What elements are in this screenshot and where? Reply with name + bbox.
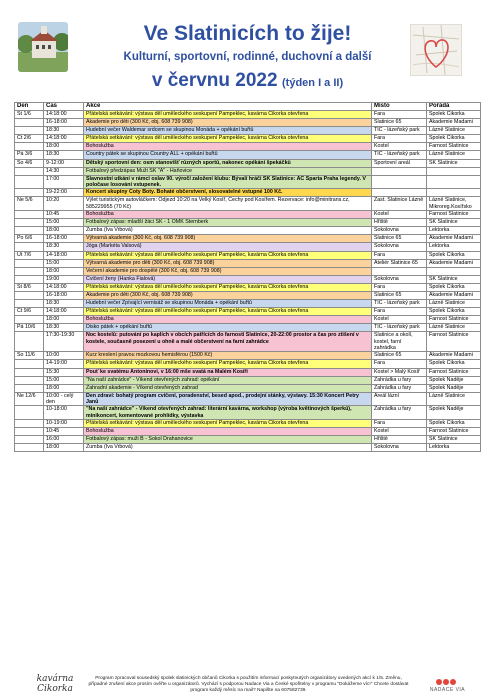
table-row [15,175,481,189]
table-row [15,283,481,291]
table-header-row [15,103,481,111]
event-cell: Zahradní akademie - Víkend otevřených zahrad [84,384,372,392]
table-row [15,243,481,251]
time-cell: 15:00 [44,259,84,267]
event-cell: Pouť ke svatému Antonínovi, v 16:00 mše svatá na Malém Kosíři [84,368,372,376]
organizer-cell: Akademie Madami [427,352,481,360]
map-heart-image [410,24,462,76]
time-cell: 15:00 [44,376,84,384]
table-row [15,189,481,197]
time-cell: 14:18:00 [44,283,84,291]
time-cell: 18:00 [44,143,84,151]
organizer-cell: Lektorka [427,243,481,251]
table-row [15,275,481,283]
schedule-body [15,111,481,452]
table-row [15,291,481,299]
table-row [15,159,481,167]
event-cell: Výtvarná akademie (300 Kč, obj. 608 739 908) [84,235,372,243]
footer [0,676,495,700]
place-cell: Kostel [372,428,427,436]
place-cell: Hřiště [372,436,427,444]
event-cell: Přátelská setkávání: výstava děl uměleckého seskupení Pampeklec, kavárna Cikorka otevřena [84,360,372,368]
organizer-cell [427,167,481,175]
table-row [15,167,481,175]
organizer-cell: Lektorka [427,444,481,452]
event-cell: Bohoslužba [84,143,372,151]
organizer-cell: Spolek Cikorka [427,419,481,427]
event-cell: Cvičení ženy (Hanka Fialová) [84,275,372,283]
time-cell: 17:00 [44,175,84,189]
day-cell [15,291,44,299]
table-row [15,324,481,332]
table-row [15,316,481,324]
organizer-cell: SK Slatinice [427,275,481,283]
organizer-cell: Akademie Madami [427,119,481,127]
place-cell: Slatinice 65 [372,291,427,299]
event-cell: Přátelská setkávání: výstava děl uměleckého seskupení Pampeklec, kavárna Cikorka otevřena [84,111,372,119]
place-cell: Zahrádka u fary [372,406,427,420]
event-cell: Přátelská setkávání: výstava děl uměleckého seskupení Pampeklec, kavárna Cikorka otevřena [84,308,372,316]
event-cell: "Na naší zahrádce" - Víkend otevřených zahrad: literární kavárna, workshop (výroba květinových šperků), minikoncert, komentované prohlídky, výstavka [84,406,372,420]
time-cell: 18:00 [44,384,84,392]
place-cell: Slatinice a okolí, kostel, farní zahrádka [372,332,427,352]
organizer-cell: Lázně Slatinice [427,392,481,406]
time-cell: 10:45 [44,428,84,436]
place-cell: Fara [372,360,427,368]
table-row [15,376,481,384]
table-row [15,197,481,211]
organizer-cell: SK Slatinice [427,219,481,227]
day-cell [15,300,44,308]
time-cell: 18:30 [44,243,84,251]
place-cell: Fara [372,419,427,427]
place-cell: TIC - lázeňský park [372,151,427,159]
day-cell: Pá 3/6 [15,151,44,159]
cikorka-logo: kavárna Cikorka [36,674,74,694]
day-cell: Pá 10/6 [15,324,44,332]
day-cell: Čt 2/6 [15,135,44,143]
time-cell: 10:20 [44,197,84,211]
day-cell [15,444,44,452]
time-cell: 16-18:00 [44,291,84,299]
place-cell: Slatinice 65 [372,352,427,360]
time-cell: 15:00 [44,219,84,227]
organizer-cell: Spolek Naděje [427,384,481,392]
table-row [15,151,481,159]
organizer-cell: Farnost Slatinice [427,428,481,436]
organizer-cell: Spolek Cikorka [427,135,481,143]
place-cell: Sokolovna [372,275,427,283]
event-cell: "Na naší zahrádce" - Víkend otevřených zahrad: opékání [84,376,372,384]
time-cell: 18:30 [44,151,84,159]
table-row [15,259,481,267]
organizer-cell: Spolek Naděje [427,376,481,384]
day-cell [15,368,44,376]
time-cell: 18:00 [44,227,84,235]
day-cell [15,428,44,436]
month-title: v červnu 2022 [151,70,278,91]
table-row [15,127,481,135]
place-cell: Fara [372,283,427,291]
day-cell [15,189,44,197]
col-header-event: Akce [84,103,372,111]
place-cell: Sportovní areál [372,159,427,167]
nadace-via-logo [420,677,475,693]
time-cell: 9-12:00 [44,159,84,167]
table-row [15,300,481,308]
footer-note: Program zpracoval sousedský spolek slatinických občanů Cikorka s použitím informací poskytnutých organizátory uvedených akcí k 1/5. Změnu, případné zrušení akce prosím ověřte u organizátorů. Vychází s podporou Nadace Via a České spořitelny v programu "Dokážeme víc!" Chcete dostávat program každý měsíc na mail? Napište na 607582739. [88,676,409,693]
place-cell: Fara [372,135,427,143]
place-cell: Fara [372,111,427,119]
organizer-cell: Lázně Slatinice [427,324,481,332]
weeks-label: (týden I a II) [282,77,344,89]
event-cell: Přátelská setkávání: výstava děl uměleckého seskupení Pampeklec, kavárna Cikorka otevřena [84,251,372,259]
time-cell: 14:30 [44,167,84,175]
organizer-cell: Farnost Slatinice [427,332,481,352]
day-cell [15,143,44,151]
place-cell: TIC - lázeňský park [372,324,427,332]
table-row [15,384,481,392]
place-cell: Slatinice 65 [372,235,427,243]
schedule-table [14,102,481,452]
table-row [15,428,481,436]
nadace-dots-icon [436,677,460,687]
time-cell: 15:30 [44,368,84,376]
organizer-cell [427,267,481,275]
table-row [15,143,481,151]
table-row [15,267,481,275]
organizer-cell: Spolek Cikorka [427,111,481,119]
time-cell: 10:00 - celý den [44,392,84,406]
time-cell: 10:00 [44,352,84,360]
time-cell: 16-18:00 [44,235,84,243]
day-cell [15,175,44,189]
table-row [15,352,481,360]
organizer-cell [427,189,481,197]
table-row [15,235,481,243]
organizer-cell: Farnost Slatinice [427,368,481,376]
event-cell: Fotbalový zápas: mladší žáci SK - 1 OMK Šternberk [84,219,372,227]
table-row [15,419,481,427]
event-cell: Bohoslužba [84,211,372,219]
table-row [15,211,481,219]
place-cell: Fara [372,308,427,316]
event-cell: Zumba (Iva Vrbová) [84,444,372,452]
event-cell: Akademie pro děti (300 Kč, obj. 608 739 908) [84,119,372,127]
day-cell [15,227,44,235]
place-cell: Ateliér Slatinice 65 [372,259,427,267]
day-cell [15,259,44,267]
time-cell: 10:45 [44,211,84,219]
time-cell: 18:00 [44,444,84,452]
time-cell: 16-18:00 [44,119,84,127]
event-cell: Bohoslužba [84,428,372,436]
table-row [15,406,481,420]
time-cell: 14-18:00 [44,251,84,259]
place-cell: Kostel [372,143,427,151]
organizer-cell: Lázně Slatinice, Mikroreg.Kosířsko [427,197,481,211]
event-cell: Výlet turistickým autovláčkem: Odjezd 10:20 na Velký Kosíř, Čechy pod Kosířem. Rezervace: info@minitrans.cz, 585229955 (70 Kč) [84,197,372,211]
event-cell: Fotbalový předzápas Muži SK "A" - Haňovice [84,167,372,175]
day-cell [15,419,44,427]
event-cell: Country pátek se skupinou Country ALL + opékání buřtů [84,151,372,159]
organizer-cell: Lázně Slatinice [427,127,481,135]
page-title: Ve Slatinicích to žije! [143,22,352,45]
table-row [15,219,481,227]
day-cell [15,360,44,368]
day-cell [15,243,44,251]
day-cell [15,376,44,384]
organizer-cell: Farnost Slatinice [427,316,481,324]
time-cell: 17:30-19:30 [44,332,84,352]
day-cell [15,316,44,324]
col-header-day: Den [15,103,44,111]
time-cell: 19-22:00 [44,189,84,197]
time-cell: 10-18:00 [44,406,84,420]
day-cell [15,119,44,127]
organizer-cell: Spolek Naděje [427,406,481,420]
time-cell: 18:30 [44,324,84,332]
organizer-cell: Akademie Madami [427,235,481,243]
time-cell: 18:00 [44,267,84,275]
place-cell: Kostel [372,316,427,324]
event-cell: Přátelská setkávání: výstava děl uměleckého seskupení Pampeklec, kavárna Cikorka otevřena [84,283,372,291]
place-cell: Slatinice 65 [372,119,427,127]
place-cell [372,267,427,275]
organizer-cell: Lázně Slatinice [427,151,481,159]
place-cell: Sokolovna [372,444,427,452]
event-cell: Výtvarná akademie pro děti (300 Kč, obj. 608 739 908) [84,259,372,267]
event-cell: Přátelská setkávání: výstava děl uměleckého seskupení Pampeklec, kavárna Cikorka otevřena [84,135,372,143]
day-cell [15,267,44,275]
time-cell: 18:30 [44,300,84,308]
place-cell: TIC - lázeňský park [372,127,427,135]
col-header-place: Místo [372,103,427,111]
day-cell: Po 6/6 [15,235,44,243]
table-row [15,332,481,352]
place-cell: Kostel [372,211,427,219]
event-cell: Kurz kreslení pravou mozkovou hemisférou (1500 Kč) [84,352,372,360]
time-cell: 14:18:00 [44,111,84,119]
place-cell: Sokolovna [372,227,427,235]
event-cell: Jóga (Markéta Valsová) [84,243,372,251]
place-cell [372,189,427,197]
day-cell [15,384,44,392]
table-row [15,251,481,259]
event-cell: Hudební večer Waldemar srdcem se skupinou Monáda + opékání buřtů [84,127,372,135]
col-header-time: Čas [44,103,84,111]
event-cell: Zumba (Iva Vrbová) [84,227,372,235]
event-cell: Den zdraví: bohatý program cvičení, poradenství, besed apod., prodejní stánky, výstavy. 15:30 Koncert Petry Janů [84,392,372,406]
day-cell [15,167,44,175]
day-cell: Čt 9/6 [15,308,44,316]
page-subtitle: Kulturní, sportovní, rodinné, duchovní a další [123,51,372,63]
organizer-cell: Lektorka [427,227,481,235]
day-cell: St 8/6 [15,283,44,291]
event-cell: Disko pátek + opékání buřtů [84,324,372,332]
day-cell [15,275,44,283]
day-cell: So 11/6 [15,352,44,360]
time-cell: 14:18:00 [44,135,84,143]
day-cell: So 4/6 [15,159,44,167]
table-row [15,119,481,127]
time-cell: 14-19:00 [44,360,84,368]
place-cell: Zast. Slatinice Lázně [372,197,427,211]
event-cell: Akademie pro děti (300 Kč, obj. 608 739 908) [84,291,372,299]
event-cell: Hudební večer Zpívající vernisáž se skupinou Monáda + opékání buřtů [84,300,372,308]
place-cell [372,167,427,175]
time-cell: 19:00 [44,275,84,283]
table-row [15,392,481,406]
header [0,0,495,96]
event-cell: Noc kostelů: putování po kaplích v obcích patřících do farnosti Slatinice, 20-22:00 prostor a čas pro ztišení v kostele, současně posezení u ohně a malé občerstvení na farní zahrádce [84,332,372,352]
organizer-cell: Farnost Slatinice [427,143,481,151]
organizer-cell: Spolek Cikorka [427,308,481,316]
event-cell: Večerní akademie pro dospělé (300 Kč, obj. 608 739 908) [84,267,372,275]
table-row [15,227,481,235]
event-cell: Dětský sportovní den: osm stanovišť různých sportů, nakonec opékání špekáčků [84,159,372,167]
organizer-cell: Spolek Cikorka [427,251,481,259]
event-cell: Koncert skupiny Coty Boty. Bohaté občerstvení, slosovatelné vstupné 100 Kč. [84,189,372,197]
place-cell: Zahrádka u fary [372,384,427,392]
place-cell: Hřiště [372,219,427,227]
event-cell: Přátelská setkávání: výstava děl uměleckého seskupení Pampeklec, kavárna Cikorka otevřena [84,419,372,427]
day-cell [15,127,44,135]
day-cell: St 1/6 [15,111,44,119]
organizer-cell: Akademie Madami [427,259,481,267]
table-row [15,436,481,444]
event-cell: Fotbalový zápas: muži B - Sokol Drahanovice [84,436,372,444]
time-cell: 10-19:00 [44,419,84,427]
place-cell: TIC - lázeňský park [372,300,427,308]
organizer-cell: Akademie Madami [427,291,481,299]
table-row [15,444,481,452]
sponsor-label: NADACE VIA [429,687,466,693]
organizer-cell: SK Slatinice [427,159,481,167]
organizer-cell: Lázně Slatinice [427,300,481,308]
day-cell [15,436,44,444]
place-cell: Zahrádka u fary [372,376,427,384]
table-row [15,360,481,368]
time-cell: 16:00 [44,436,84,444]
place-cell: Fara [372,251,427,259]
place-cell: Sokolovna [372,243,427,251]
place-cell: Kostel > Malý Kosíř [372,368,427,376]
place-cell [372,175,427,189]
day-cell [15,332,44,352]
day-cell [15,211,44,219]
event-cell: Slavnostní utkání v rámci oslav 90. výročí založení klubu: Bývalí hráči SK Slatinice: AC Sparta Praha legendy. V poločase losování vstupenek. [84,175,372,189]
day-cell: Ne 5/6 [15,197,44,211]
time-cell: 18:00 [44,316,84,324]
day-cell [15,406,44,420]
table-row [15,368,481,376]
event-cell: Bohoslužba [84,316,372,324]
day-cell [15,219,44,227]
organizer-cell: SK Slatinice [427,436,481,444]
organizer-cell: Spolek Cikorka [427,283,481,291]
col-header-organizer: Pořádá [427,103,481,111]
time-cell: 18:30 [44,127,84,135]
table-row [15,308,481,316]
organizer-cell: Spolek Cikorka [427,360,481,368]
organizer-cell: Farnost Slatinice [427,211,481,219]
table-row [15,135,481,143]
day-cell: Ne 12/6 [15,392,44,406]
place-cell: Areál lázní [372,392,427,406]
day-cell: Út 7/6 [15,251,44,259]
table-row [15,111,481,119]
organizer-cell [427,175,481,189]
time-cell: 14:18:00 [44,308,84,316]
